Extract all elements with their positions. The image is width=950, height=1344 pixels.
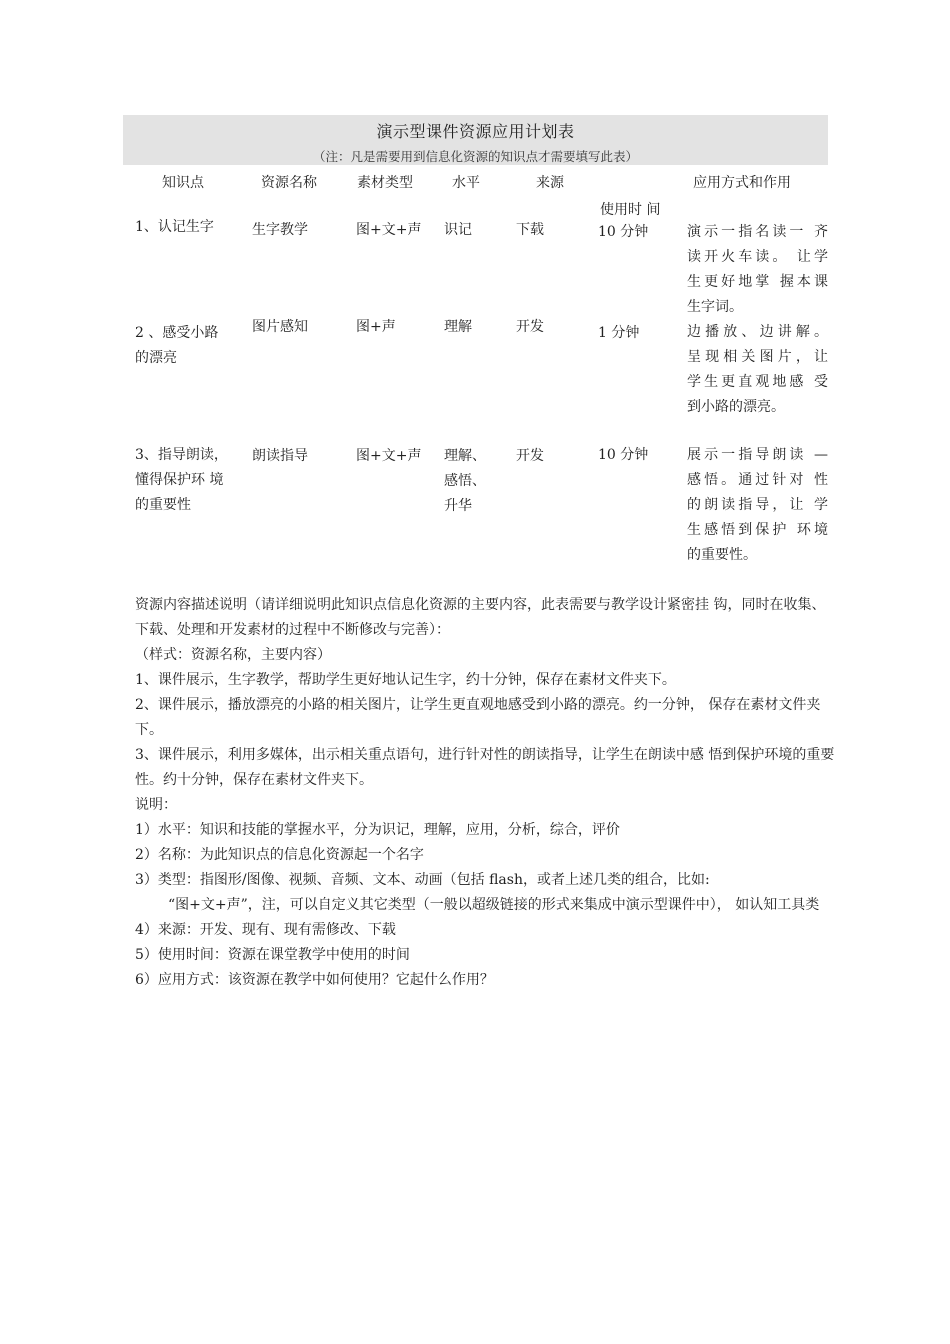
row3-name: 朗读指导 <box>252 448 308 464</box>
row1-source: 下载 <box>516 222 544 238</box>
row1-time: 10 分钟 <box>598 224 649 240</box>
row1-type: 图+文+声 <box>356 222 422 238</box>
col-header-time: 使用时 间 <box>600 202 661 218</box>
row2-name: 图片感知 <box>252 319 308 335</box>
description-sample: （样式：资源名称，主要内容） <box>135 647 331 663</box>
page-title: 演示型课件资源应用计划表 <box>376 122 575 141</box>
row3-usage-line: 的重要性。 <box>687 547 757 563</box>
description-item: 3、课件展示，利用多媒体，出示相关重点语句，进行针对性的朗读指导，让学生在朗读中感 悟到保护环境的重要性。约十分钟，保存在素材文件夹下。 <box>135 747 835 788</box>
row2-time: 1 分钟 <box>598 325 640 341</box>
col-header-level: 水平 <box>452 175 480 191</box>
row3-usage-line: 生感悟到保护 环境 <box>687 522 828 538</box>
resource-description <box>135 593 835 993</box>
explain-item: 3）类型：指图形/图像、视频、音频、文本、动画（包括 flash，或者上述几类的组合，比如: <box>135 872 710 888</box>
row3-time: 10 分钟 <box>598 447 649 463</box>
row3-knowledge-line: 懂得保护环 境 <box>135 472 224 488</box>
explain-item: 1）水平：知识和技能的掌握水平，分为识记，理解，应用，分析，综合，评价 <box>135 822 620 838</box>
col-header-knowledge: 知识点 <box>162 175 204 191</box>
description-intro: 资源内容描述说明（请详细说明此知识点信息化资源的主要内容，此表需要与教学设计紧密挂 钩，同时在收集、下载、处理和开发素材的过程中不断修改与完善）： <box>135 597 826 638</box>
row3-knowledge-line: 3、指导朗读， <box>135 447 228 463</box>
row3-usage-line: 感悟。通过针对 性 <box>687 472 828 488</box>
row2-usage-line: 边播放、边讲解。 <box>687 324 828 340</box>
row2-level: 理解 <box>444 319 472 335</box>
description-item: 1、课件展示，生字教学，帮助学生更好地认记生字，约十分钟，保存在素材文件夹下。 <box>135 672 676 688</box>
row1-usage-line: 生字词。 <box>687 299 743 315</box>
row2-type: 图+声 <box>356 319 396 335</box>
explain-item: 2）名称：为此知识点的信息化资源起一个名字 <box>135 847 424 863</box>
row3-usage <box>687 443 828 568</box>
col-header-source: 来源 <box>536 175 564 191</box>
row2-usage-line: 学生更直观地感 受 <box>687 374 828 390</box>
explain-item: 6）应用方式：该资源在教学中如何使用？它起什么作用？ <box>135 972 494 988</box>
row2-knowledge-line: 的漂亮 <box>135 350 177 366</box>
col-header-type: 素材类型 <box>357 175 413 191</box>
row1-usage <box>687 220 828 320</box>
row2-usage <box>687 320 828 420</box>
explain-item: 4）来源：开发、现有、现有需修改、下载 <box>135 922 396 938</box>
row2-usage-line: 呈现相关图片，让 <box>687 349 828 365</box>
explain-title: 说明： <box>135 797 177 813</box>
row3-usage-line: 的朗读指导，让 学 <box>687 497 828 513</box>
row1-level: 识记 <box>444 222 472 238</box>
row1-usage-line: 生更好地掌 握本课 <box>687 274 828 290</box>
explain-item: 5）使用时间：资源在课堂教学中使用的时间 <box>135 947 410 963</box>
row3-knowledge-line: 的重要性 <box>135 497 191 513</box>
row1-name: 生字教学 <box>252 222 308 238</box>
explain-item: “图+文+声”，注，可以自定义其它类型（一般以超级链接的形式来集成中演示型课件中）， 如认知工具类 <box>168 897 820 913</box>
row2-source: 开发 <box>516 319 544 335</box>
row1-knowledge: 1、认记生字 <box>135 219 214 235</box>
description-item: 2、课件展示，播放漂亮的小路的相关图片，让学生更直观地感受到小路的漂亮。约一分钟， 保存在素材文件夹下。 <box>135 697 821 738</box>
row2-usage-line: 到小路的漂亮。 <box>687 399 785 415</box>
row3-level-line: 感悟、 <box>444 473 486 489</box>
row3-usage-line: 展示一指导朗读 — <box>687 447 828 463</box>
row2-knowledge-line: 2 、感受小路 <box>135 325 219 341</box>
row1-usage-line: 演示一指名读一 齐 <box>687 224 828 240</box>
row1-usage-line: 读开火车读。 让学 <box>687 249 828 265</box>
row3-source: 开发 <box>516 448 544 464</box>
row3-level-line: 理解、 <box>444 448 486 464</box>
row3-type: 图+文+声 <box>356 448 422 464</box>
page-note: （注：凡是需要用到信息化资源的知识点才需要填写此表） <box>312 149 638 164</box>
col-header-usage: 应用方式和作用 <box>693 175 791 191</box>
row3-level-line: 升华 <box>444 498 472 514</box>
title-band <box>123 115 828 165</box>
col-header-name: 资源名称 <box>261 175 317 191</box>
